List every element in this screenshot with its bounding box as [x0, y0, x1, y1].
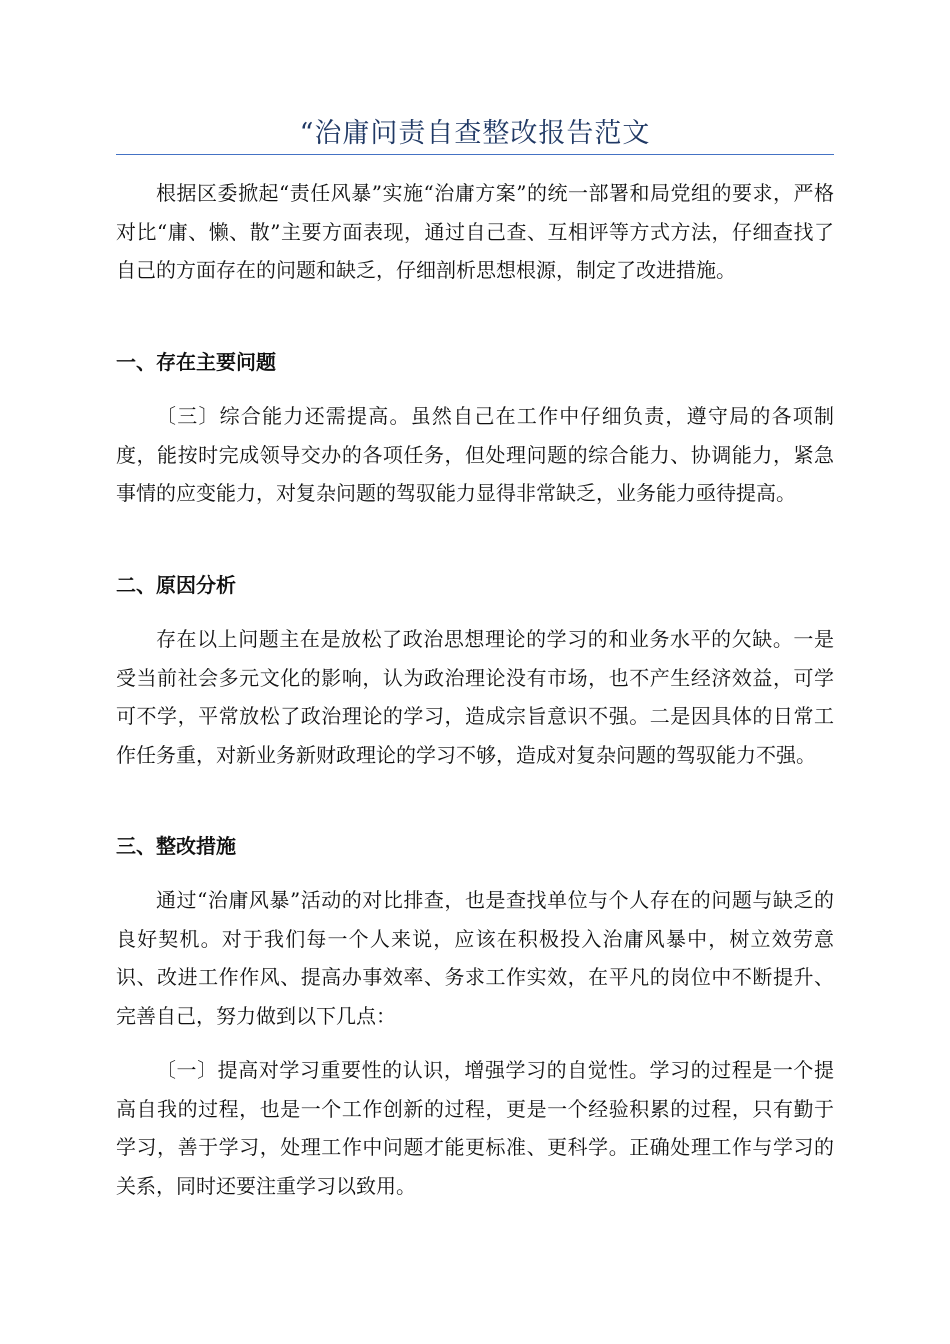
document-title: “治庸问责自查整改报告范文 [299, 118, 651, 149]
causes-paragraph: 存在以上问题主在是放松了政治思想理论的学习的和业务水平的欠缺。一是受当前社会多元文化的影响，认为政治理论没有市场，也不产生经济效益，可学可不学，平常放松了政治理论的学习，造成宗旨意识不强。二是因具体的日常工作任务重，对新业务新财政理论的学习不够，造成对复杂问题的驾驭能力不强。 [116, 627, 834, 767]
problems-paragraph: 〔三〕综合能力还需提高。虽然自己在工作中仔细负责，遵守局的各项制度，能按时完成领导交办的各项任务，但处理问题的综合能力、协调能力，紧急事情的应变能力，对复杂问题的驾驭能力显得非常缺乏，业务能力亟待提高。 [116, 404, 834, 505]
section-heading-causes: 二、原因分析 [116, 573, 236, 597]
measures-paragraph-2: 〔一〕提高对学习重要性的认识，增强学习的自觉性。学习的过程是一个提高自我的过程，也是一个工作创新的过程，更是一个经验积累的过程，只有勤于学习，善于学习，处理工作中问题才能更标准、更科学。正确处理工作与学习的关系，同时还要注重学习以致用。 [116, 1058, 834, 1198]
section-heading-measures: 三、整改措施 [116, 834, 236, 858]
intro-paragraph: 根据区委掀起“责任风暴”实施“治庸方案”的统一部署和局党组的要求，严格对比“庸、懒、散”主要方面表现，通过自己查、互相评等方式方法，仔细查找了自己的方面存在的问题和缺乏，仔细剖析思想根源，制定了改进措施。 [116, 181, 834, 282]
measures-paragraph-1: 通过“治庸风暴”活动的对比排查，也是查找单位与个人存在的问题与缺乏的良好契机。对于我们每一个人来说，应该在积极投入治庸风暴中，树立效劳意识、改进工作作风、提高办事效率、务求工作实效，在平凡的岗位中不断提升、完善自己，努力做到以下几点： [116, 888, 834, 1028]
section-heading-problems: 一、存在主要问题 [116, 350, 276, 374]
title-underline [116, 154, 834, 155]
